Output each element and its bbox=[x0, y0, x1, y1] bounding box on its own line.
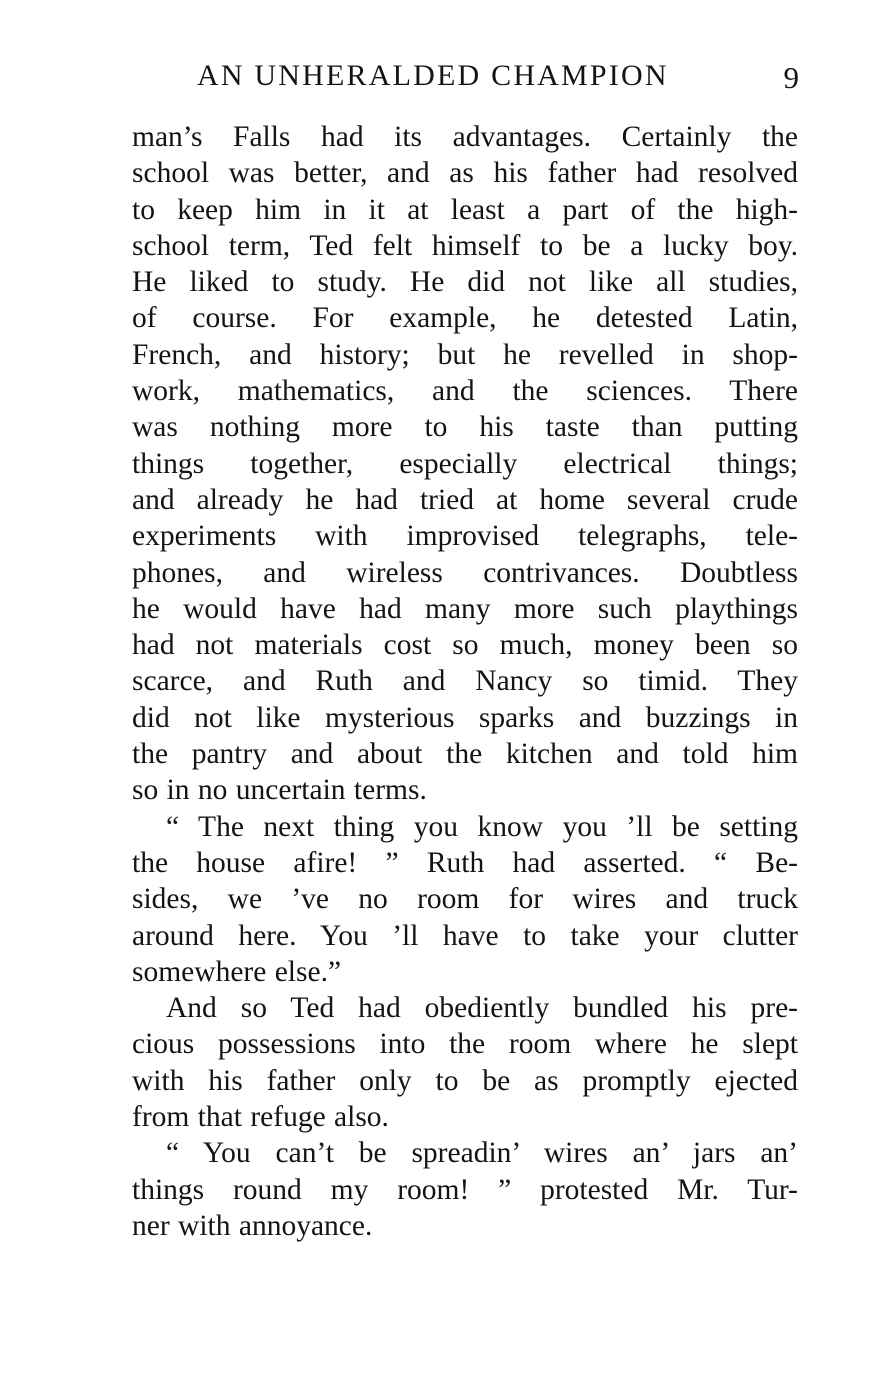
text-line: man’s Falls had its advantages. Certainly the bbox=[132, 121, 798, 153]
text-line: scarce, and Ruth and Nancy so timid. They bbox=[132, 665, 798, 698]
paragraph bbox=[132, 809, 798, 990]
text-line: of course. For example, he detested Latin, bbox=[132, 302, 798, 335]
paragraph bbox=[132, 1135, 798, 1244]
text-line: He liked to study. He did not like all studies, bbox=[132, 266, 798, 299]
text-line: things round my room! ” protested Mr. Tur- bbox=[132, 1173, 798, 1206]
text-line: with his father only to be as promptly ejected bbox=[132, 1064, 798, 1097]
text-line: he would have had many more such playthings bbox=[132, 592, 798, 625]
text-line: French, and history; but he revelled in shop- bbox=[132, 338, 798, 371]
text-line: had not materials cost so much, money been so bbox=[132, 629, 798, 662]
text-line: ner with annoyance. bbox=[132, 1209, 373, 1242]
text-line: school term, Ted felt himself to be a lucky boy. bbox=[132, 229, 798, 262]
text-line: experiments with improvised telegraphs, tele- bbox=[132, 520, 798, 553]
text-line: and already he had tried at home several crude bbox=[132, 483, 798, 516]
paragraph bbox=[132, 990, 798, 1135]
text-line: school was better, and as his father had resolved bbox=[132, 157, 798, 190]
page-number: 9 bbox=[783, 60, 799, 95]
page-header bbox=[197, 54, 799, 98]
text-line: from that refuge also. bbox=[132, 1101, 389, 1134]
paragraph bbox=[132, 119, 798, 809]
text-line: cious possessions into the room where he slept bbox=[132, 1028, 798, 1061]
text-line: around here. You ’ll have to take your clutter bbox=[132, 919, 798, 952]
text-line: phones, and wireless contrivances. Doubtless bbox=[132, 556, 798, 589]
text-line: to keep him in it at least a part of the high- bbox=[132, 193, 798, 226]
text-line: so in no uncertain terms. bbox=[132, 774, 427, 807]
running-title: AN UNHERALDED CHAMPION bbox=[197, 59, 669, 92]
text-line: the house afire! ” Ruth had asserted. “ Be- bbox=[132, 846, 798, 879]
text-line: sides, we ’ve no room for wires and truck bbox=[132, 883, 798, 916]
text-line: work, mathematics, and the sciences. There bbox=[132, 375, 798, 408]
text-line: “ You can’t be spreadin’ wires an’ jars an’ bbox=[166, 1137, 798, 1170]
text-line: somewhere else.” bbox=[132, 955, 342, 988]
text-line: And so Ted had obediently bundled his pre- bbox=[166, 992, 798, 1025]
text-line: did not like mysterious sparks and buzzings in bbox=[132, 701, 798, 734]
body-text bbox=[132, 119, 798, 1244]
text-line: “ The next thing you know you ’ll be setting bbox=[166, 810, 798, 843]
text-line: things together, especially electrical things; bbox=[132, 447, 798, 480]
text-line: was nothing more to his taste than putting bbox=[132, 411, 798, 444]
text-line: the pantry and about the kitchen and told him bbox=[132, 738, 798, 771]
